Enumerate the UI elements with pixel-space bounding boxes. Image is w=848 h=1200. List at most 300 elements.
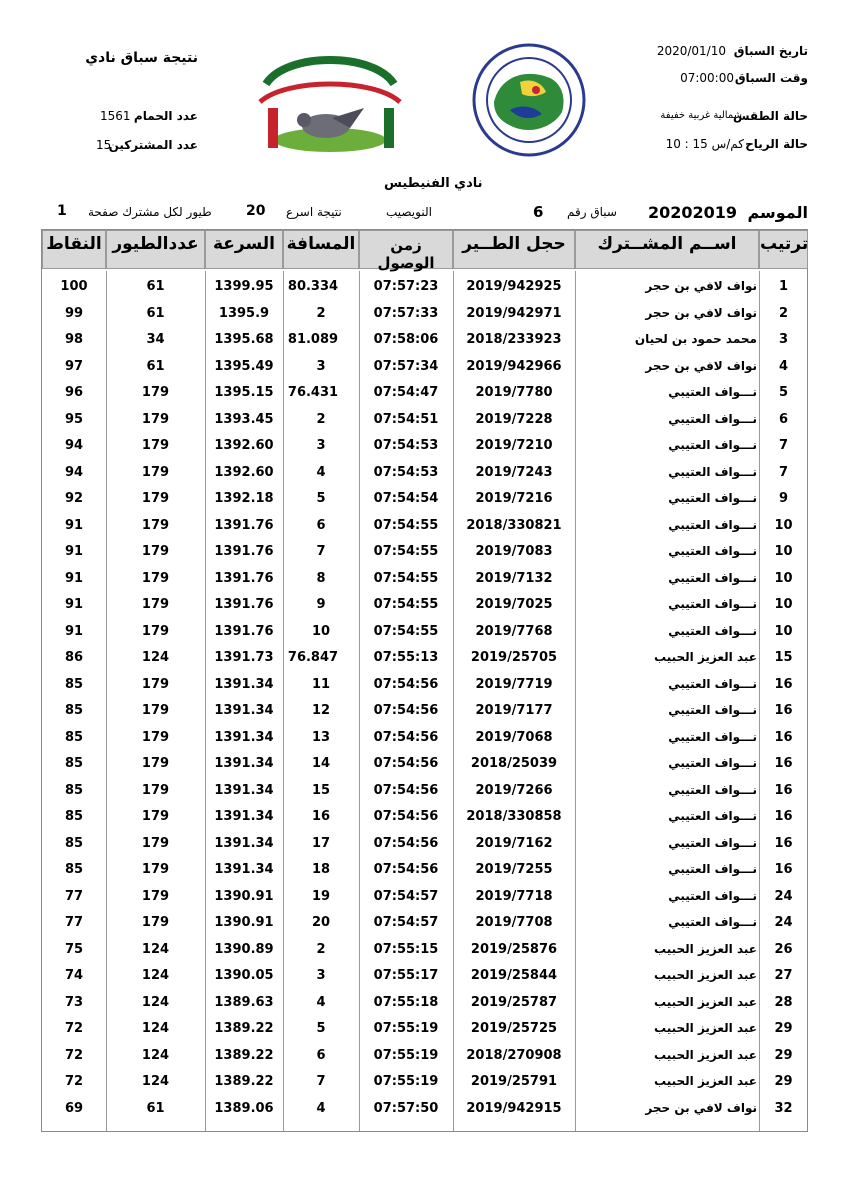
participants-label: عدد المشتركين [108, 138, 198, 152]
cell-birds: 179 [141, 676, 170, 692]
cell-rank: 6 [778, 411, 789, 427]
fastest-result-label: نتيجة اسرع [286, 205, 342, 219]
cell-ring: 2018/25039 [470, 756, 558, 771]
cell-distance: 81.089 [287, 332, 339, 347]
cell-points: 72 [64, 1047, 84, 1063]
cell-speed: 1392.18 [214, 491, 274, 506]
cell-participant: نـــواف العتيبي [668, 703, 757, 717]
cell-speed: 1391.34 [214, 756, 274, 771]
cell-points: 75 [64, 941, 84, 957]
cell-points: 86 [64, 650, 84, 665]
cell-arrival: 07:54:53 [373, 438, 439, 453]
cell-rank: 7 [778, 438, 789, 453]
cell-arrival: 07:54:55 [373, 517, 439, 533]
cell-participant: نـــواف العتيبي [668, 809, 757, 823]
cell-speed: 1391.34 [214, 676, 274, 692]
cell-speed: 1395.68 [214, 332, 274, 347]
cell-speed: 1391.76 [214, 544, 274, 559]
cell-points: 85 [64, 676, 84, 692]
table-row [42, 302, 807, 329]
cell-participant: عبد العزيز الحبيب [654, 1074, 757, 1088]
cell-ring: 2019/7177 [475, 703, 553, 718]
cell-distance: 9 [316, 597, 326, 612]
cell-points: 96 [64, 385, 84, 400]
cell-ring: 2019/7768 [475, 623, 553, 639]
cell-arrival: 07:54:56 [373, 809, 439, 824]
cell-points: 98 [64, 332, 84, 347]
club-name: نادي الفنيطيس [384, 176, 483, 191]
cell-distance: 2 [316, 941, 326, 957]
cell-arrival: 07:55:15 [373, 941, 439, 957]
cell-points: 94 [64, 438, 84, 453]
cell-participant: نـــواف العتيبي [668, 570, 757, 585]
cell-speed: 1392.60 [214, 464, 274, 480]
table-row [42, 487, 807, 514]
cell-ring: 2019/7216 [475, 491, 553, 506]
cell-speed: 1391.34 [214, 835, 274, 851]
club-result-title: نتيجة سباق نادي [85, 50, 198, 66]
cell-speed: 1395.15 [214, 385, 274, 400]
race-date-label: تاريخ السباق [733, 44, 808, 58]
col-header-arrival: زمن الوصول [359, 230, 453, 269]
cell-participant: عبد العزيز الحبيب [654, 650, 757, 664]
cell-points: 85 [64, 703, 84, 718]
cell-arrival: 07:54:55 [373, 623, 439, 639]
cell-participant: نواف لافي بن حجر [645, 279, 757, 293]
cell-birds: 124 [141, 1021, 170, 1036]
cell-ring: 2019/942971 [466, 305, 562, 321]
cell-distance: 5 [316, 1021, 326, 1036]
table-row [42, 593, 807, 620]
cell-rank: 24 [774, 888, 793, 904]
cell-birds: 124 [141, 650, 170, 665]
cell-speed: 1391.76 [214, 570, 274, 586]
cell-ring: 2018/330858 [466, 809, 562, 824]
cell-birds: 124 [141, 1074, 170, 1089]
cell-speed: 1391.73 [214, 650, 274, 665]
cell-ring: 2019/7718 [475, 888, 553, 904]
cell-birds: 124 [141, 968, 170, 983]
cell-points: 91 [64, 544, 84, 559]
cell-birds: 179 [141, 756, 170, 771]
cell-points: 91 [64, 623, 84, 639]
cell-ring: 2019/25787 [470, 994, 558, 1010]
cell-participant: نـــواف العتيبي [668, 411, 757, 426]
cell-birds: 179 [141, 782, 170, 798]
table-row [42, 461, 807, 488]
cell-speed: 1399.95 [214, 279, 274, 294]
cell-ring: 2019/7255 [475, 862, 553, 877]
cell-distance: 2 [316, 411, 326, 427]
cell-distance: 2 [316, 305, 326, 321]
cell-participant: عبد العزيز الحبيب [654, 941, 757, 956]
cell-rank: 16 [774, 703, 793, 718]
cell-rank: 28 [774, 994, 793, 1010]
table-row [42, 514, 807, 541]
cell-distance: 5 [316, 491, 326, 506]
cell-participant: نـــواف العتيبي [668, 915, 757, 929]
cell-distance: 14 [311, 756, 331, 771]
cell-arrival: 07:58:06 [373, 332, 439, 347]
cell-speed: 1390.05 [214, 968, 274, 983]
table-row [42, 646, 807, 673]
cell-arrival: 07:54:56 [373, 782, 439, 798]
cell-distance: 17 [311, 835, 331, 851]
cell-speed: 1391.76 [214, 517, 274, 533]
race-date-value: 2020/01/10 [656, 44, 726, 58]
table-row [42, 540, 807, 567]
cell-ring: 2019/7719 [475, 676, 553, 692]
cell-ring: 2019/7210 [475, 438, 553, 453]
cell-arrival: 07:54:56 [373, 835, 439, 851]
per-participant-label: طيور لكل مشترك صفحة [88, 205, 212, 219]
col-header-speed: السرعة [205, 230, 283, 269]
cell-points: 85 [64, 782, 84, 798]
cell-distance: 11 [311, 676, 331, 692]
cell-arrival: 07:54:57 [373, 888, 439, 904]
cell-distance: 19 [311, 888, 331, 904]
cell-rank: 10 [774, 570, 793, 586]
cell-ring: 2019/25725 [470, 1021, 558, 1036]
cell-distance: 6 [316, 517, 326, 533]
cell-speed: 1389.22 [214, 1047, 274, 1063]
table-row [42, 779, 807, 806]
cell-birds: 179 [141, 835, 170, 851]
cell-ring: 2019/7708 [475, 915, 553, 930]
cell-participant: نـــواف العتيبي [668, 544, 757, 558]
cell-ring: 2019/7068 [475, 729, 553, 745]
cell-birds: 179 [141, 809, 170, 824]
cell-participant: نـــواف العتيبي [668, 862, 757, 876]
cell-distance: 4 [316, 464, 326, 480]
cell-ring: 2019/7266 [475, 782, 553, 798]
cell-ring: 2019/25791 [470, 1074, 558, 1089]
cell-ring: 2019/7228 [475, 411, 553, 427]
cell-arrival: 07:54:53 [373, 464, 439, 480]
cell-birds: 179 [141, 703, 170, 718]
race-time-label: وقت السباق [734, 71, 808, 85]
cell-arrival: 07:55:19 [373, 1074, 439, 1089]
cell-ring: 2019/7025 [475, 597, 553, 612]
cell-distance: 3 [316, 438, 326, 453]
col-header-rank: ترتيب [759, 230, 808, 269]
table-row [42, 805, 807, 832]
cell-distance: 4 [316, 994, 326, 1010]
col-header-ring: حجل الطــير [453, 230, 575, 269]
cell-arrival: 07:55:19 [373, 1021, 439, 1036]
cell-points: 85 [64, 809, 84, 824]
cell-rank: 16 [774, 756, 793, 771]
cell-arrival: 07:54:47 [373, 385, 439, 400]
cell-speed: 1391.76 [214, 623, 274, 639]
cell-arrival: 07:54:55 [373, 570, 439, 586]
col-header-participant: اســم المشــترك [575, 230, 759, 269]
cell-ring: 2019/7780 [475, 385, 553, 400]
table-row [42, 1044, 807, 1071]
table-row [42, 381, 807, 408]
cell-rank: 15 [774, 650, 793, 665]
cell-points: 97 [64, 358, 84, 374]
table-row [42, 673, 807, 700]
table-row [42, 620, 807, 647]
cell-speed: 1390.89 [214, 941, 274, 957]
cell-rank: 27 [774, 968, 793, 983]
cell-arrival: 07:54:57 [373, 915, 439, 930]
cell-birds: 179 [141, 544, 170, 559]
table-row [42, 911, 807, 938]
cell-ring: 2018/330821 [466, 517, 562, 533]
cell-participant: عبد العزيز الحبيب [654, 1047, 757, 1062]
cell-birds: 179 [141, 464, 170, 480]
cell-distance: 7 [316, 1074, 326, 1089]
race-number-value: 6 [533, 203, 544, 221]
cell-points: 72 [64, 1021, 84, 1036]
cell-ring: 2019/942915 [466, 1100, 562, 1116]
cell-participant: نـــواف العتيبي [668, 729, 757, 744]
cell-birds: 179 [141, 623, 170, 639]
cell-points: 74 [64, 968, 84, 983]
cell-birds: 179 [141, 438, 170, 453]
cell-birds: 179 [141, 597, 170, 612]
cell-speed: 1390.91 [214, 888, 274, 904]
cell-arrival: 07:54:56 [373, 676, 439, 692]
cell-distance: 76.431 [287, 385, 339, 400]
cell-ring: 2019/7243 [475, 464, 553, 480]
cell-rank: 29 [774, 1074, 793, 1089]
cell-points: 72 [64, 1074, 84, 1089]
page-number: 1 [57, 203, 67, 219]
cell-points: 91 [64, 517, 84, 533]
club-logo [246, 44, 414, 162]
cell-ring: 2018/270908 [466, 1047, 562, 1063]
season-value: 20202019 [648, 203, 738, 222]
cell-arrival: 07:54:51 [373, 411, 439, 427]
cell-speed: 1389.22 [214, 1021, 274, 1036]
cell-ring: 2019/7083 [475, 544, 553, 559]
cell-birds: 34 [146, 332, 165, 347]
cell-distance: 3 [316, 358, 326, 374]
table-row [42, 752, 807, 779]
cell-participant: نـــواف العتيبي [668, 597, 757, 611]
table-row [42, 885, 807, 912]
cell-points: 100 [60, 279, 88, 294]
weather-value: شمالية غربية خفيفة [660, 110, 742, 121]
cell-points: 85 [64, 862, 84, 877]
cell-distance: 4 [316, 1100, 326, 1116]
cell-participant: محمد حمود بن لحيان [634, 332, 757, 346]
cell-ring: 2019/25844 [470, 968, 558, 983]
cell-distance: 3 [316, 968, 326, 983]
cell-points: 69 [64, 1100, 84, 1116]
cell-rank: 26 [774, 941, 793, 957]
col-header-distance: المسافة [283, 230, 359, 269]
cell-participant: نـــواف العتيبي [668, 385, 757, 399]
cell-arrival: 07:54:55 [373, 597, 439, 612]
cell-participant: نـــواف العتيبي [668, 464, 757, 479]
cell-rank: 16 [774, 835, 793, 851]
cell-ring: 2019/7162 [475, 835, 553, 851]
cell-rank: 16 [774, 729, 793, 745]
cell-rank: 10 [774, 623, 793, 639]
cell-speed: 1391.34 [214, 809, 274, 824]
cell-participant: نـــواف العتيبي [668, 888, 757, 903]
cell-ring: 2019/942925 [466, 279, 562, 294]
participants-value: 15 [96, 138, 112, 152]
table-row [42, 1017, 807, 1044]
cell-participant: عبد العزيز الحبيب [654, 968, 757, 982]
cell-rank: 3 [778, 332, 789, 347]
cell-birds: 179 [141, 888, 170, 904]
cell-rank: 32 [774, 1100, 793, 1116]
cell-points: 91 [64, 570, 84, 586]
cell-distance: 80.334 [287, 279, 339, 294]
cell-arrival: 07:55:17 [373, 968, 439, 983]
race-time-value: 07:00:00 [680, 71, 734, 85]
col-header-birds: عددالطيور [106, 230, 205, 269]
cell-birds: 179 [141, 411, 170, 427]
cell-speed: 1391.76 [214, 597, 274, 612]
cell-rank: 10 [774, 597, 793, 612]
cell-points: 85 [64, 756, 84, 771]
cell-birds: 61 [146, 305, 165, 321]
cell-participant: نـــواف العتيبي [668, 676, 757, 691]
cell-birds: 179 [141, 385, 170, 400]
fastest-count: 20 [246, 203, 266, 219]
cell-birds: 61 [146, 279, 165, 294]
cell-rank: 5 [778, 385, 789, 400]
cell-participant: نـــواف العتيبي [668, 623, 757, 638]
cell-arrival: 07:57:33 [373, 305, 439, 321]
cell-distance: 10 [311, 623, 331, 639]
cell-speed: 1389.63 [214, 994, 274, 1010]
cell-participant: نـــواف العتيبي [668, 782, 757, 797]
table-row [42, 858, 807, 885]
race-location: النويصيب [386, 205, 432, 219]
cell-distance: 8 [316, 570, 326, 586]
cell-speed: 1392.60 [214, 438, 274, 453]
cell-arrival: 07:57:34 [373, 358, 439, 374]
cell-birds: 179 [141, 491, 170, 506]
cell-points: 77 [64, 915, 84, 930]
cell-rank: 16 [774, 676, 793, 692]
cell-points: 85 [64, 729, 84, 745]
cell-points: 99 [64, 305, 84, 321]
wind-label: حالة الرياح [745, 137, 808, 151]
cell-birds: 124 [141, 941, 170, 957]
table-row [42, 434, 807, 461]
cell-ring: 2019/7132 [475, 570, 553, 586]
cell-distance: 20 [311, 915, 331, 930]
cell-ring: 2018/233923 [466, 332, 562, 347]
cell-distance: 18 [311, 862, 331, 877]
cell-rank: 16 [774, 862, 793, 877]
cell-speed: 1391.34 [214, 729, 274, 745]
cell-participant: عبد العزيز الحبيب [654, 1021, 757, 1035]
cell-distance: 16 [311, 809, 331, 824]
cell-birds: 124 [141, 994, 170, 1010]
cell-ring: 2019/942966 [466, 358, 562, 374]
cell-distance: 7 [316, 544, 326, 559]
cell-speed: 1390.91 [214, 915, 274, 930]
cell-speed: 1391.34 [214, 862, 274, 877]
cell-ring: 2019/25876 [470, 941, 558, 957]
table-row [42, 964, 807, 991]
table-row [42, 726, 807, 753]
results-table [41, 229, 808, 1132]
cell-speed: 1393.45 [214, 411, 274, 427]
cell-ring: 2019/25705 [470, 650, 558, 665]
cell-rank: 16 [774, 782, 793, 798]
cell-birds: 179 [141, 517, 170, 533]
cell-participant: نواف لافي بن حجر [645, 305, 757, 320]
cell-arrival: 07:55:19 [373, 1047, 439, 1063]
cell-participant: نـــواف العتيبي [668, 491, 757, 505]
cell-participant: عبد العزيز الحبيب [654, 994, 757, 1009]
cell-points: 94 [64, 464, 84, 480]
cell-birds: 61 [146, 358, 165, 374]
cell-distance: 15 [311, 782, 331, 798]
cell-rank: 24 [774, 915, 793, 930]
table-row [42, 567, 807, 594]
col-header-points: النقاط [42, 230, 106, 269]
cell-rank: 29 [774, 1047, 793, 1063]
pigeons-count-label: عدد الحمام [133, 109, 198, 123]
cell-birds: 179 [141, 729, 170, 745]
cell-arrival: 07:55:18 [373, 994, 439, 1010]
table-row [42, 938, 807, 965]
table-header [42, 230, 807, 271]
cell-arrival: 07:55:13 [373, 650, 439, 665]
table-row [42, 328, 807, 355]
cell-birds: 179 [141, 570, 170, 586]
table-row [42, 355, 807, 382]
cell-distance: 12 [311, 703, 331, 718]
table-row [42, 408, 807, 435]
weather-label: حالة الطقس [732, 109, 808, 123]
cell-rank: 29 [774, 1021, 793, 1036]
cell-arrival: 07:54:56 [373, 862, 439, 877]
cell-points: 77 [64, 888, 84, 904]
pigeons-count-value: 1561 [100, 109, 131, 123]
cell-speed: 1391.34 [214, 703, 274, 718]
cell-rank: 2 [778, 305, 789, 321]
cell-participant: نـــواف العتيبي [668, 756, 757, 770]
cell-distance: 13 [311, 729, 331, 745]
cell-participant: نـــواف العتيبي [668, 438, 757, 452]
wind-value: 10 : 15 كم/س [665, 137, 744, 151]
cell-rank: 9 [778, 491, 789, 506]
table-row [42, 832, 807, 859]
cell-points: 91 [64, 597, 84, 612]
table-row [42, 1097, 807, 1124]
cell-points: 95 [64, 411, 84, 427]
cell-speed: 1395.49 [214, 358, 274, 374]
cell-speed: 1389.06 [214, 1100, 274, 1116]
cell-birds: 124 [141, 1047, 170, 1063]
cell-birds: 61 [146, 1100, 165, 1116]
cell-points: 85 [64, 835, 84, 851]
cell-speed: 1389.22 [214, 1074, 274, 1089]
cell-arrival: 07:54:55 [373, 544, 439, 559]
cell-arrival: 07:54:56 [373, 703, 439, 718]
cell-speed: 1395.9 [218, 305, 270, 321]
cell-participant: نواف لافي بن حجر [645, 358, 757, 373]
cell-arrival: 07:54:56 [373, 729, 439, 745]
cell-participant: نواف لافي بن حجر [645, 1100, 757, 1115]
cell-speed: 1391.34 [214, 782, 274, 798]
season-label: الموسم [747, 203, 808, 222]
race-number-label: سباق رقم [567, 205, 617, 219]
